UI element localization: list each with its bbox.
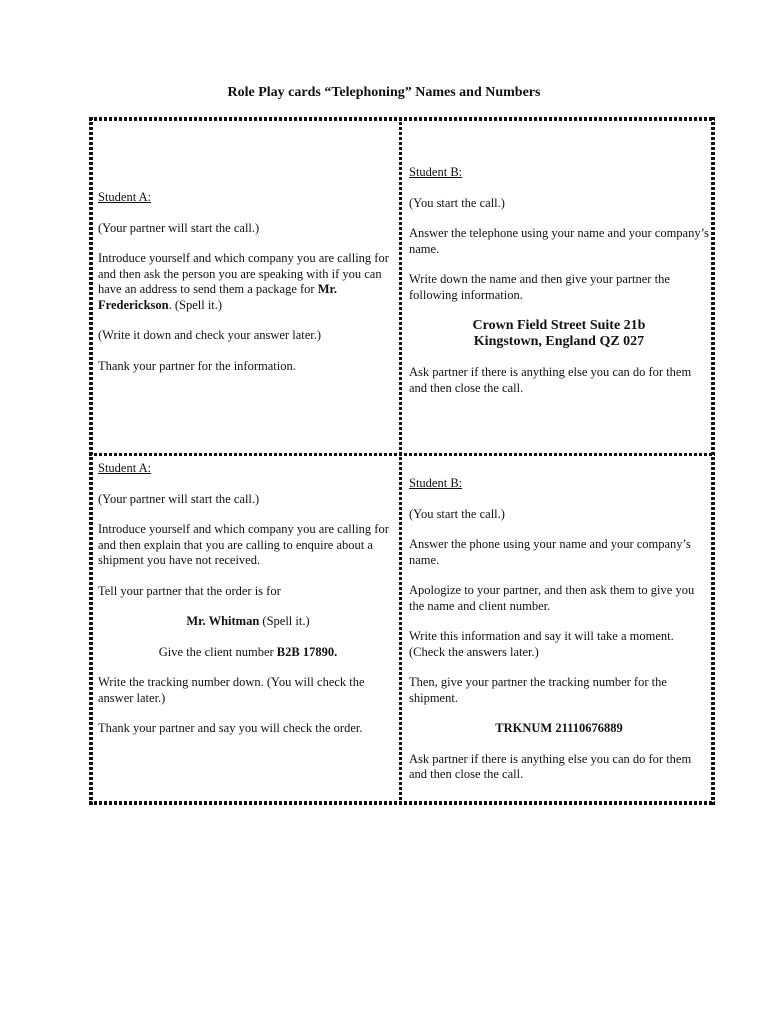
card-text: Introduce yourself and which company you are calling for and then explain that you are calling to enquire about a shipment you have not received. [98, 522, 389, 567]
card-text: (You start the call.) [409, 195, 505, 210]
card-text: Answer the telephone using your name and your company’s name. [409, 226, 709, 256]
card-header: Student B: [409, 476, 463, 490]
text-run: (Spell it.) [259, 614, 310, 628]
card-text: (Your partner will start the call.) [98, 491, 260, 506]
card-student-b-1 [409, 165, 709, 411]
text-run: . (Spell it.) [168, 297, 223, 312]
card-text [98, 645, 398, 661]
card-text: Thank your partner for the information. [98, 358, 296, 373]
text-run: Give the client number [158, 644, 277, 659]
card-text: Ask partner if there is anything else you can do for them and then close the call. [409, 365, 692, 395]
card-text [98, 251, 398, 313]
border-right [711, 117, 715, 805]
card-text: Tell your partner that the order is for [98, 583, 281, 598]
bold-name: Mr. Frederickson [98, 282, 338, 312]
bold-name: Mr. Whitman [186, 614, 260, 628]
card-text: (Your partner will start the call.) [98, 220, 260, 235]
card-text: Apologize to your partner, and then ask them to give you the name and client number. [409, 583, 695, 613]
card-header: Student A: [98, 190, 152, 204]
card-header: Student A: [98, 461, 152, 475]
text-run: Introduce yourself and which company you are calling for and then ask the person you are speaking with if you can have an address to send them a package for [98, 251, 389, 296]
card-text: Write this information and say it will take a moment. (Check the answers later.) [409, 629, 674, 659]
tracking-number: TRKNUM 21110676889 [495, 721, 623, 735]
card-text [98, 614, 398, 630]
card-header: Student B: [409, 165, 463, 179]
border-middle-horizontal [89, 453, 715, 456]
border-middle-vertical [399, 117, 402, 805]
card-text: Answer the phone using your name and your company’s name. [409, 537, 691, 567]
card-student-b-2 [409, 476, 709, 798]
address-block [409, 318, 709, 350]
card-text: (You start the call.) [409, 506, 505, 521]
page-title: Role Play cards “Telephoning” Names and Numbers [227, 85, 541, 100]
border-bottom [89, 801, 715, 805]
card-text: Thank your partner and say you will check the order. [98, 721, 363, 735]
card-text: Then, give your partner the tracking number for the shipment. [409, 675, 667, 705]
card-text: (Write it down and check your answer later.) [98, 328, 322, 342]
card-text: Write down the name and then give your partner the following information. [409, 272, 670, 302]
card-student-a-2 [98, 461, 398, 752]
address-line-1: Crown Field Street Suite 21b [472, 318, 646, 333]
card-text: Write the tracking number down. (You will check the answer later.) [98, 675, 365, 705]
card-text: Ask partner if there is anything else you can do for them and then close the call. [409, 751, 692, 781]
border-top [89, 117, 715, 121]
card-student-a-1 [98, 190, 398, 389]
address-line-2: Kingstown, England QZ 027 [473, 334, 645, 349]
border-left [89, 117, 93, 805]
client-number: B2B 17890. [276, 644, 338, 659]
